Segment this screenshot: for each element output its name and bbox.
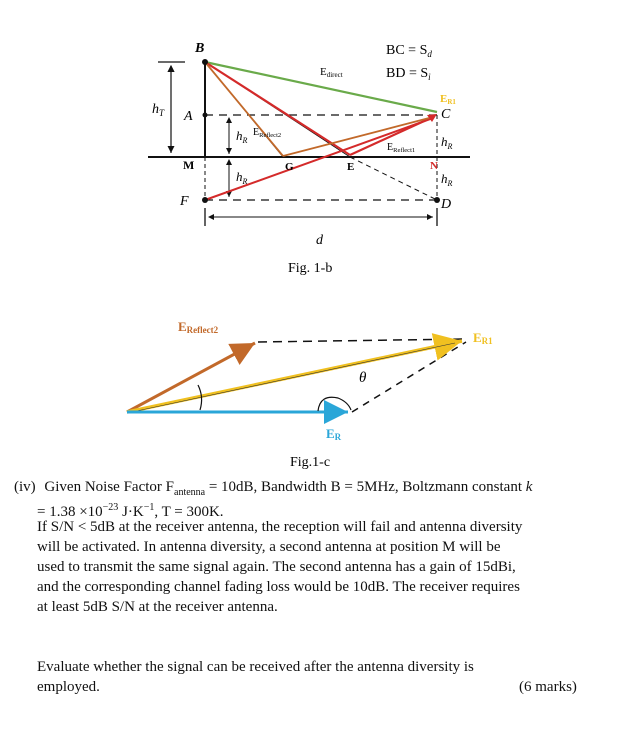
label-theta: θ	[359, 370, 367, 386]
question-line-3: If S/N < 5dB at the receiver antenna, the reception will fail and antenna diversity	[37, 519, 523, 535]
label-hr-rx-lower: $h_R$	[441, 171, 453, 188]
figure-1c	[0, 290, 632, 475]
label-ht: $h_T$	[152, 102, 165, 118]
dashed-top	[258, 339, 466, 342]
point-A	[203, 113, 208, 118]
caption-fig-1b: Fig. 1-b	[288, 261, 333, 276]
point-B	[202, 59, 208, 65]
label-e-reflect2: $E_{Reflect2}$	[253, 127, 282, 139]
vector-e-r1-edge	[127, 343, 455, 413]
question-number: (iv)	[14, 479, 36, 495]
question-line-5: used to transmit the same signal again. The second antenna has a gain of 15dBi,	[37, 559, 516, 575]
label-hr-rx-upper: $h_R$	[441, 134, 453, 151]
label-E: E	[347, 161, 355, 173]
label-M: M	[183, 158, 195, 172]
vector-e-reflect2	[127, 343, 255, 412]
label-G: G	[285, 161, 294, 173]
ray-E-D	[350, 157, 437, 200]
equation-bd: BD = $S_i$	[386, 66, 431, 82]
question-marks: (6 marks)	[519, 679, 577, 695]
point-F	[202, 197, 208, 203]
label-e-reflect2-c: EReflect2	[178, 319, 219, 335]
label-e-reflect1: $E_{Reflect1}$	[387, 142, 416, 154]
label-F: F	[180, 194, 189, 209]
label-hr-tx-lower: $h_R$	[236, 169, 248, 186]
question-line-6: and the corresponding channel fading loss would be 10dB. The receiver requires	[37, 579, 520, 595]
question-line-8: Evaluate whether the signal can be received after the antenna diversity is	[37, 659, 474, 675]
vector-e-r1	[127, 341, 462, 412]
label-hr-tx-upper: $h_R$	[236, 128, 248, 145]
caption-fig-1c: Fig.1-c	[290, 455, 331, 470]
question-line-9: employed.	[37, 679, 100, 695]
angle-arc-theta	[318, 397, 351, 411]
question-line-7: at least 5dB S/N at the receiver antenna.	[37, 599, 278, 615]
label-e-r1-c: ER1	[473, 330, 493, 346]
label-C: C	[441, 107, 451, 122]
label-e-r1: ER1	[440, 93, 456, 106]
label-A: A	[184, 109, 193, 124]
label-e-direct: Edirect	[320, 66, 343, 79]
equation-bc: BC = $S_d$	[386, 43, 432, 59]
label-N: N	[430, 160, 438, 172]
question-line-1: (iv) Given Noise Factor $F_{antenna} = 10dB$, Bandwidth B = 5MHz, Boltzmann constant k	[14, 479, 533, 498]
figure-1b	[0, 0, 632, 290]
label-d: d	[316, 233, 323, 248]
label-D: D	[441, 197, 452, 212]
label-B: B	[195, 41, 205, 56]
question-line-4: will be activated. In antenna diversity, a second antenna at position M will be	[37, 539, 501, 555]
point-D	[434, 197, 440, 203]
label-e-r-c: ER	[326, 426, 342, 442]
question-line-2: = $1.38 \times 10^{-23}$ $J\cdot K^{-1}$, T = 300K.	[37, 502, 224, 520]
